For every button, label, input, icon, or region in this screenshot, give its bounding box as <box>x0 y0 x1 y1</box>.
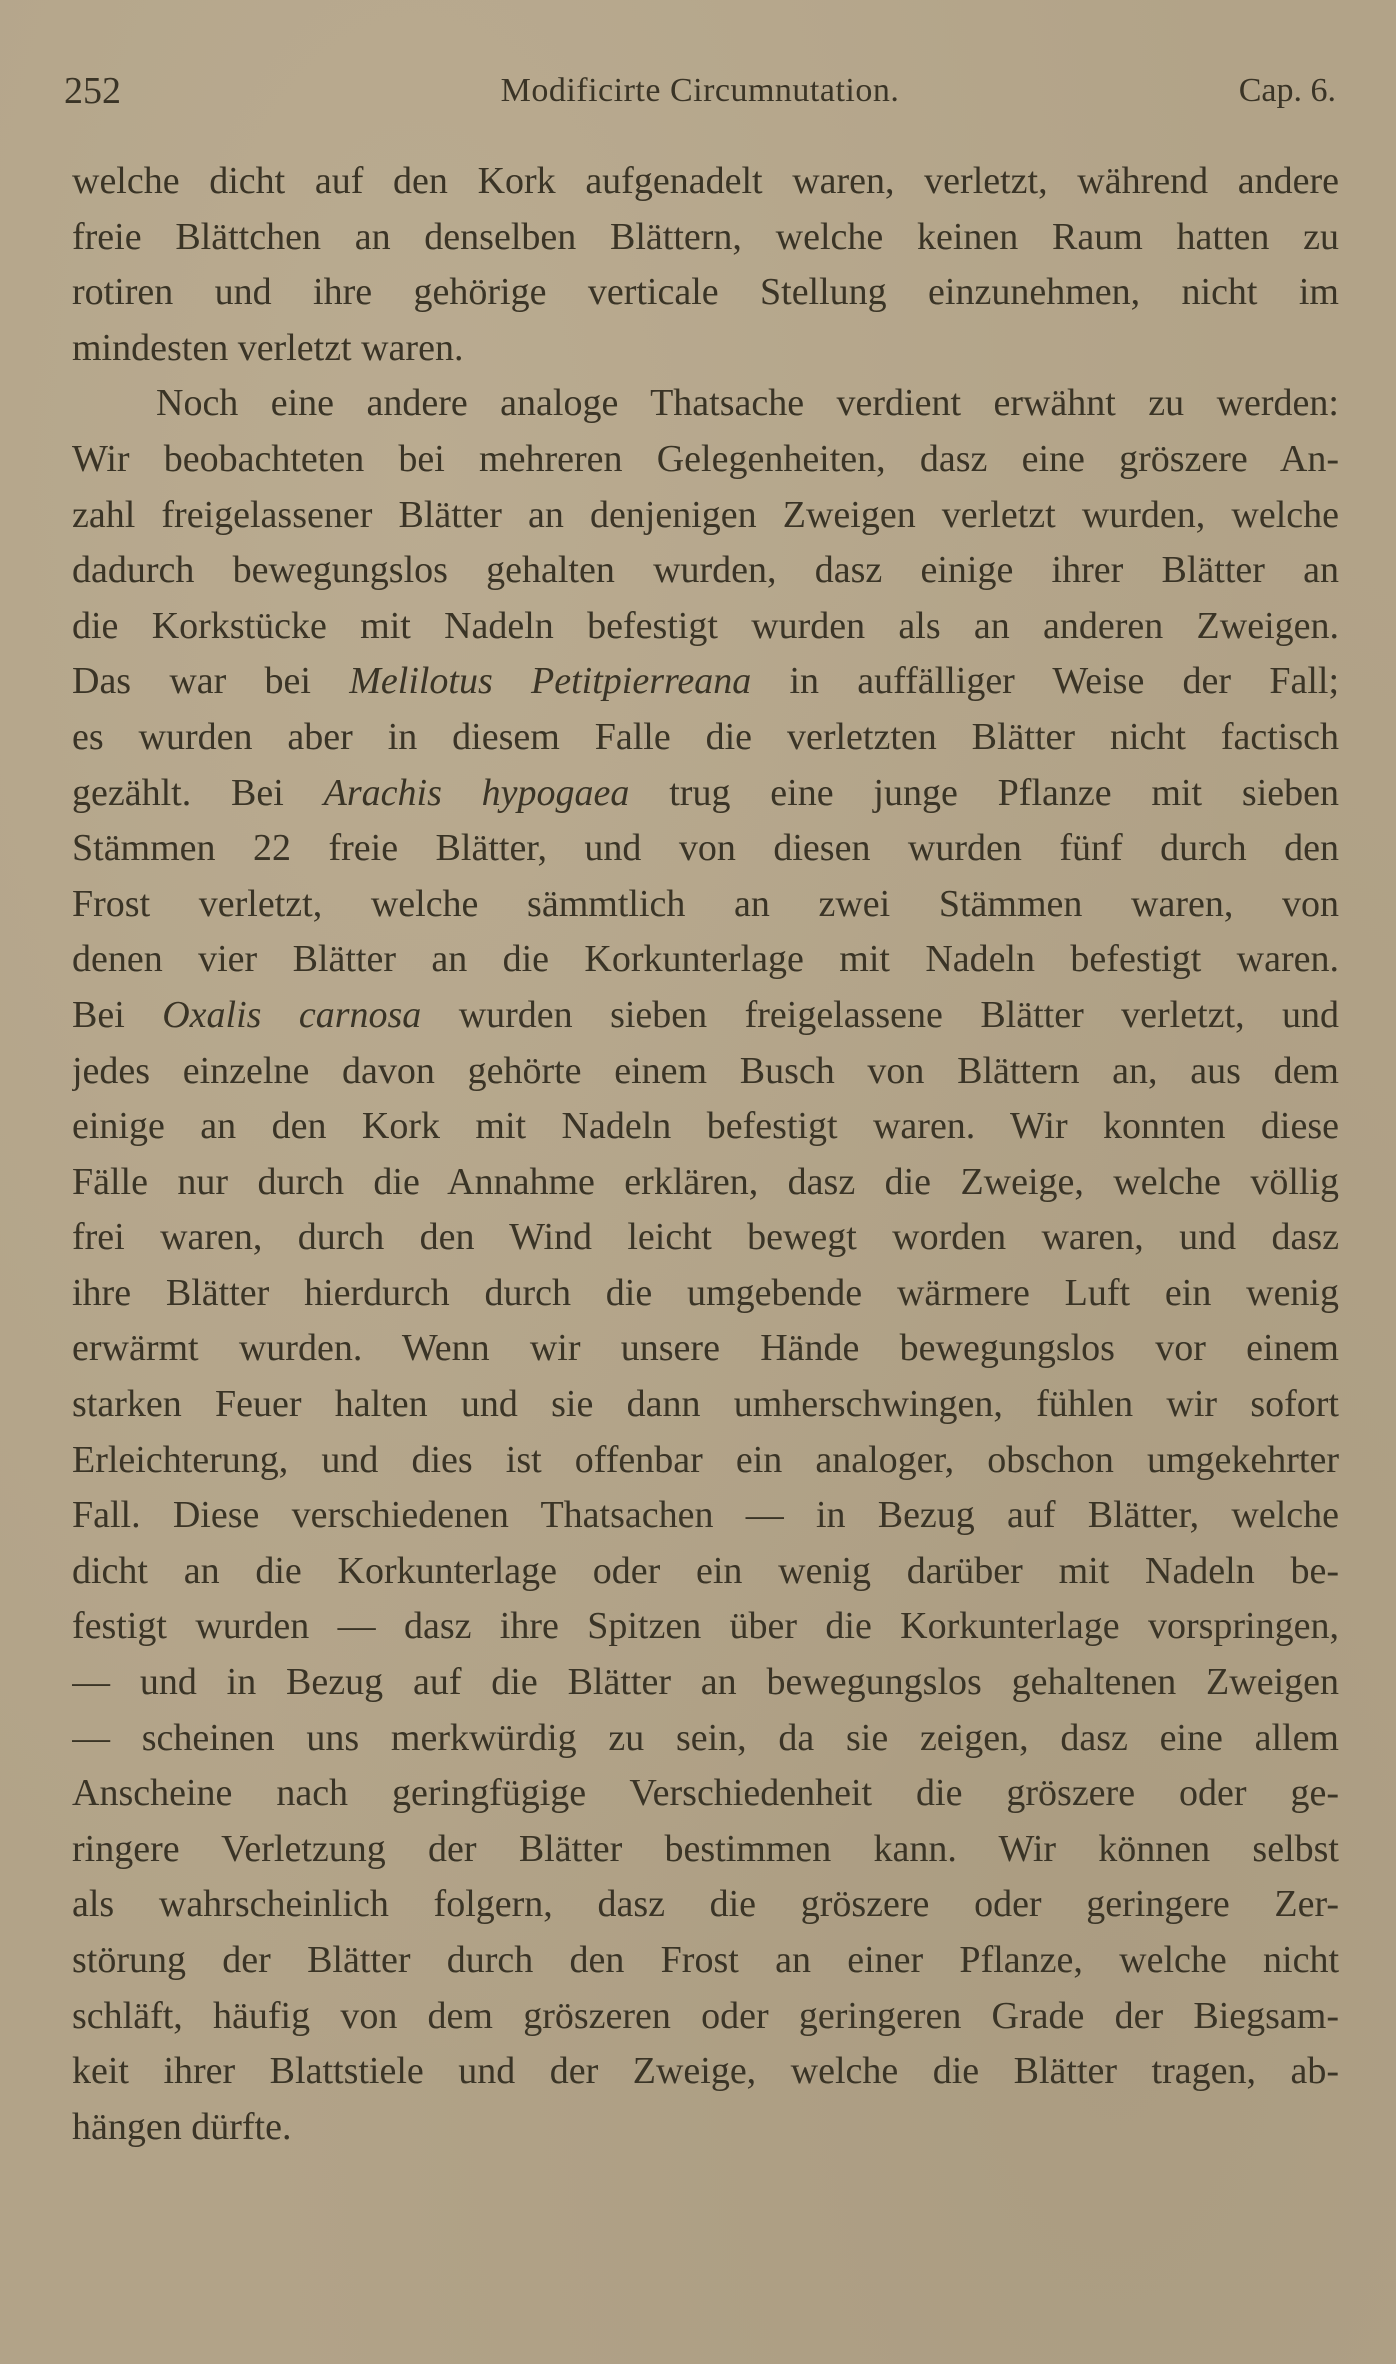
text-line <box>72 654 1339 710</box>
chapter-label: Cap. 6. <box>1238 72 1336 109</box>
text-line <box>72 766 1339 822</box>
text-line: welche dicht auf den Kork aufgenadelt waren, verletzt, während andere <box>72 160 1339 202</box>
text-line: keit ihrer Blattstiele und der Zweige, welche die Blätter tragen, ab- <box>72 2050 1339 2093</box>
text-line: Erleichterung, und dies ist offenbar ein analoger, obschon umgekehrter <box>72 1438 1339 1481</box>
text-line: störung der Blätter durch den Frost an einer Pflanze, welche nicht <box>72 1939 1339 1981</box>
running-head <box>64 66 1336 116</box>
text-line: Fälle nur durch die Annahme erklären, dasz die Zweige, welche völlig <box>72 1160 1339 1203</box>
paragraph-first-line: Noch eine andere analoge Thatsache verdient erwähnt zu werden: <box>156 382 1339 425</box>
text-line: Wir beobachteten bei mehreren Gelegenheiten, dasz eine gröszere An- <box>72 437 1339 480</box>
text-line: schläft, häufig von dem gröszeren oder geringeren Grade der Biegsam- <box>72 1994 1339 2037</box>
text-line: die Korkstücke mit Nadeln befestigt wurden als an anderen Zweigen. <box>72 604 1339 647</box>
text-line: festigt wurden — dasz ihre Spitzen über die Korkunterlage vorspringen, <box>72 1605 1339 1648</box>
text-line: mindesten verletzt waren. <box>72 326 464 369</box>
text-line: — scheinen uns merkwürdig zu sein, da sie zeigen, dasz eine allem <box>72 1716 1339 1759</box>
text-segment: Bei <box>72 993 163 1036</box>
text-segment: in auffälliger Weise der Fall; <box>751 660 1339 703</box>
text-line: hängen dürfte. <box>72 2105 292 2148</box>
text-line: Frost verletzt, welche sämmtlich an zwei Stämmen waren, von <box>72 882 1339 925</box>
text-line: als wahrscheinlich folgern, dasz die gröszere oder geringere Zer- <box>72 1883 1339 1926</box>
text-line: dadurch bewegungslos gehalten wurden, dasz einige ihrer Blätter an <box>72 549 1339 592</box>
text-segment: wurden sieben freigelassene Blätter verletzt, und <box>421 993 1339 1036</box>
text-line <box>72 988 1339 1044</box>
page-number: 252 <box>64 70 121 112</box>
text-line: denen vier Blätter an die Korkunterlage mit Nadeln befestigt waren. <box>72 938 1339 981</box>
text-line: erwärmt wurden. Wenn wir unsere Hände bewegungslos vor einem <box>72 1327 1339 1370</box>
body-text <box>72 154 1339 2155</box>
text-line: starken Feuer halten und sie dann umherschwingen, fühlen wir sofort <box>72 1383 1339 1426</box>
text-line: — und in Bezug auf die Blätter an bewegungslos gehaltenen Zweigen <box>72 1661 1339 1704</box>
text-line: es wurden aber in diesem Falle die verletzten Blätter nicht factisch <box>72 715 1339 758</box>
text-line: rotiren und ihre gehörige verticale Stellung einzunehmen, nicht im <box>72 271 1339 314</box>
text-line: dicht an die Korkunterlage oder ein wenig darüber mit Nadeln be- <box>72 1549 1339 1592</box>
text-line: ihre Blätter hierdurch durch die umgebende wärmere Luft ein wenig <box>72 1271 1339 1314</box>
text-line: freie Blättchen an denselben Blättern, welche keinen Raum hatten zu <box>72 215 1339 258</box>
text-line: jedes einzelne davon gehörte einem Busch von Blättern an, aus dem <box>72 1049 1339 1092</box>
text-line: Anscheine nach geringfügige Verschiedenheit die gröszere oder ge- <box>72 1772 1339 1815</box>
text-segment: trug eine junge Pflanze mit sieben <box>629 771 1339 814</box>
text-line: ringere Verletzung der Blätter bestimmen kann. Wir können selbst <box>72 1827 1339 1870</box>
text-line: Fall. Diese verschiedenen Thatsachen — in Bezug auf Blätter, welche <box>72 1494 1339 1537</box>
text-line: Stämmen 22 freie Blätter, und von diesen wurden fünf durch den <box>72 827 1339 870</box>
running-title: Modificirte Circumnutation. <box>500 72 900 109</box>
text-line: frei waren, durch den Wind leicht bewegt worden waren, und dasz <box>72 1216 1339 1259</box>
text-line: einige an den Kork mit Nadeln befestigt waren. Wir konnten diese <box>72 1105 1339 1148</box>
text-segment: gezählt. Bei <box>72 771 324 814</box>
text-line: zahl freigelassener Blätter an denjenigen Zweigen verletzt wurden, welche <box>72 493 1339 536</box>
species-name: Oxalis carnosa <box>162 993 422 1036</box>
species-name: Melilotus Petitpierreana <box>349 660 752 703</box>
species-name: Arachis hypogaea <box>323 771 630 814</box>
text-segment: Das war bei <box>72 660 350 703</box>
